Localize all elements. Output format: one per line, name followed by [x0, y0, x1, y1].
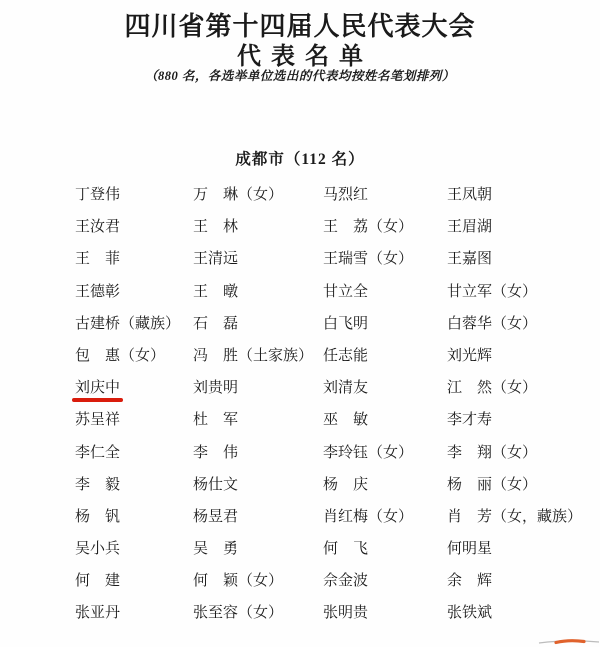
name-text: 何明星: [447, 541, 493, 558]
name-cell: [447, 380, 600, 412]
name-cell: [193, 219, 323, 251]
name-cell: [75, 348, 193, 380]
name-cell: [323, 284, 447, 316]
name-text: 杨仕文: [193, 476, 239, 493]
name-cell: [447, 316, 600, 348]
name-cell: [75, 187, 193, 219]
name-text: 杨昱君: [193, 508, 239, 525]
name-cell: [447, 573, 600, 605]
name-table: [75, 187, 600, 638]
name-text: 苏呈祥: [75, 412, 121, 429]
name-cell: [75, 219, 193, 251]
name-text: 甘立军（女）: [447, 283, 538, 300]
name-cell: [75, 541, 193, 573]
name-text: 万 琳（女）: [193, 187, 284, 203]
name-text: 佘金波: [323, 573, 369, 590]
name-text: 包 惠（女）: [75, 347, 166, 364]
name-cell: [323, 509, 447, 541]
name-text: 张至容（女）: [193, 605, 284, 622]
name-text: 任志能: [323, 347, 369, 364]
name-text: 王 菲: [75, 251, 121, 268]
name-cell: [75, 412, 193, 444]
name-text: 杨 庆: [323, 476, 369, 493]
name-text: 王嘉图: [447, 251, 493, 268]
name-text: 白飞明: [323, 315, 369, 332]
name-cell: [193, 412, 323, 444]
name-text: 肖 芳（女，藏族）: [447, 508, 583, 525]
name-cell: [75, 284, 193, 316]
name-cell: [447, 187, 600, 219]
name-text: 刘清友: [323, 380, 369, 397]
name-cell: [75, 316, 193, 348]
name-cell: [447, 445, 600, 477]
name-text: 余 辉: [447, 573, 493, 590]
name-cell: [193, 445, 323, 477]
name-cell: [323, 477, 447, 509]
name-cell: [193, 187, 323, 219]
highlighted-name: 刘庆中: [75, 380, 121, 397]
name-cell: [447, 251, 600, 283]
name-text: 石 磊: [193, 315, 239, 332]
name-text: 马烈红: [323, 187, 369, 203]
name-cell: [193, 477, 323, 509]
name-cell: [447, 284, 600, 316]
name-text: 王眉湖: [447, 219, 493, 236]
name-text: 吴 勇: [193, 541, 239, 558]
name-text: 张亚丹: [75, 605, 121, 622]
section-header-chengdu: 成都市（112 名）: [235, 151, 365, 168]
name-cell: [193, 251, 323, 283]
name-cell: [75, 573, 193, 605]
name-text: 甘立全: [323, 283, 369, 300]
name-cell: [193, 348, 323, 380]
name-text: 李玲钰（女）: [323, 444, 414, 461]
name-text: 王瑞雪（女）: [323, 251, 414, 268]
name-text: 丁登伟: [75, 187, 121, 203]
name-cell: [193, 605, 323, 637]
name-text: 杜 军: [193, 412, 239, 429]
name-text: 冯 胜（土家族）: [193, 347, 314, 364]
name-cell: [75, 605, 193, 637]
name-text: 李 翔（女）: [447, 444, 538, 461]
name-text: 刘贵明: [193, 380, 239, 397]
name-cell: [447, 509, 600, 541]
name-text: 李才寿: [447, 412, 493, 429]
name-text: 吴小兵: [75, 541, 121, 558]
name-cell: [193, 509, 323, 541]
name-text: 王 荔（女）: [323, 219, 414, 236]
document-subtitle: （880 名，各选举单位选出的代表均按姓名笔划排列）: [145, 69, 455, 83]
name-text: 王 林: [193, 219, 239, 236]
name-cell: [193, 573, 323, 605]
name-text: 杨 丽（女）: [447, 476, 538, 493]
name-text: 何 建: [75, 573, 121, 590]
name-cell: [447, 412, 600, 444]
name-text: 巫 敏: [323, 412, 369, 429]
name-cell: [193, 316, 323, 348]
name-text: 王凤朝: [447, 187, 493, 203]
name-cell: [323, 412, 447, 444]
name-text: 张明贵: [323, 605, 369, 622]
name-cell: [323, 251, 447, 283]
name-cell: [447, 348, 600, 380]
name-text: 何 飞: [323, 541, 369, 558]
name-text: 王德彰: [75, 283, 121, 300]
document-title-line1: 四川省第十四届人民代表大会: [124, 12, 476, 41]
name-cell: [75, 251, 193, 283]
name-cell: [323, 541, 447, 573]
name-text: 肖红梅（女）: [323, 508, 414, 525]
name-cell: [193, 284, 323, 316]
name-text: 杨 钒: [75, 508, 121, 525]
name-cell: [447, 605, 600, 637]
name-cell: [75, 445, 193, 477]
name-cell: [323, 573, 447, 605]
document-title-line2: 代表名单: [237, 44, 373, 70]
name-cell: [75, 477, 193, 509]
name-cell: [323, 380, 447, 412]
name-text: 李仁全: [75, 444, 121, 461]
name-cell: [323, 187, 447, 219]
name-cell: [323, 219, 447, 251]
name-cell: [323, 605, 447, 637]
name-text: 王 暾: [193, 283, 239, 300]
name-text: 古建桥（藏族）: [75, 315, 181, 332]
name-cell: [323, 316, 447, 348]
name-cell: [447, 541, 600, 573]
name-cell: [323, 445, 447, 477]
name-text: 王汝君: [75, 219, 121, 236]
name-cell: [447, 477, 600, 509]
name-cell: [193, 380, 323, 412]
name-cell: [323, 348, 447, 380]
name-text: 江 然（女）: [447, 380, 538, 397]
name-cell: [447, 219, 600, 251]
name-text: 李 伟: [193, 444, 239, 461]
name-text: 张铁斌: [447, 605, 493, 622]
name-text: 何 颖（女）: [193, 573, 284, 590]
name-cell: [75, 509, 193, 541]
name-text: 王清远: [193, 251, 239, 268]
name-text: 李 毅: [75, 476, 121, 493]
name-cell: [75, 380, 193, 412]
name-text: 刘光辉: [447, 347, 493, 364]
name-cell: [193, 541, 323, 573]
name-text: 白蓉华（女）: [447, 315, 538, 332]
red-pen-mark: [538, 634, 600, 647]
